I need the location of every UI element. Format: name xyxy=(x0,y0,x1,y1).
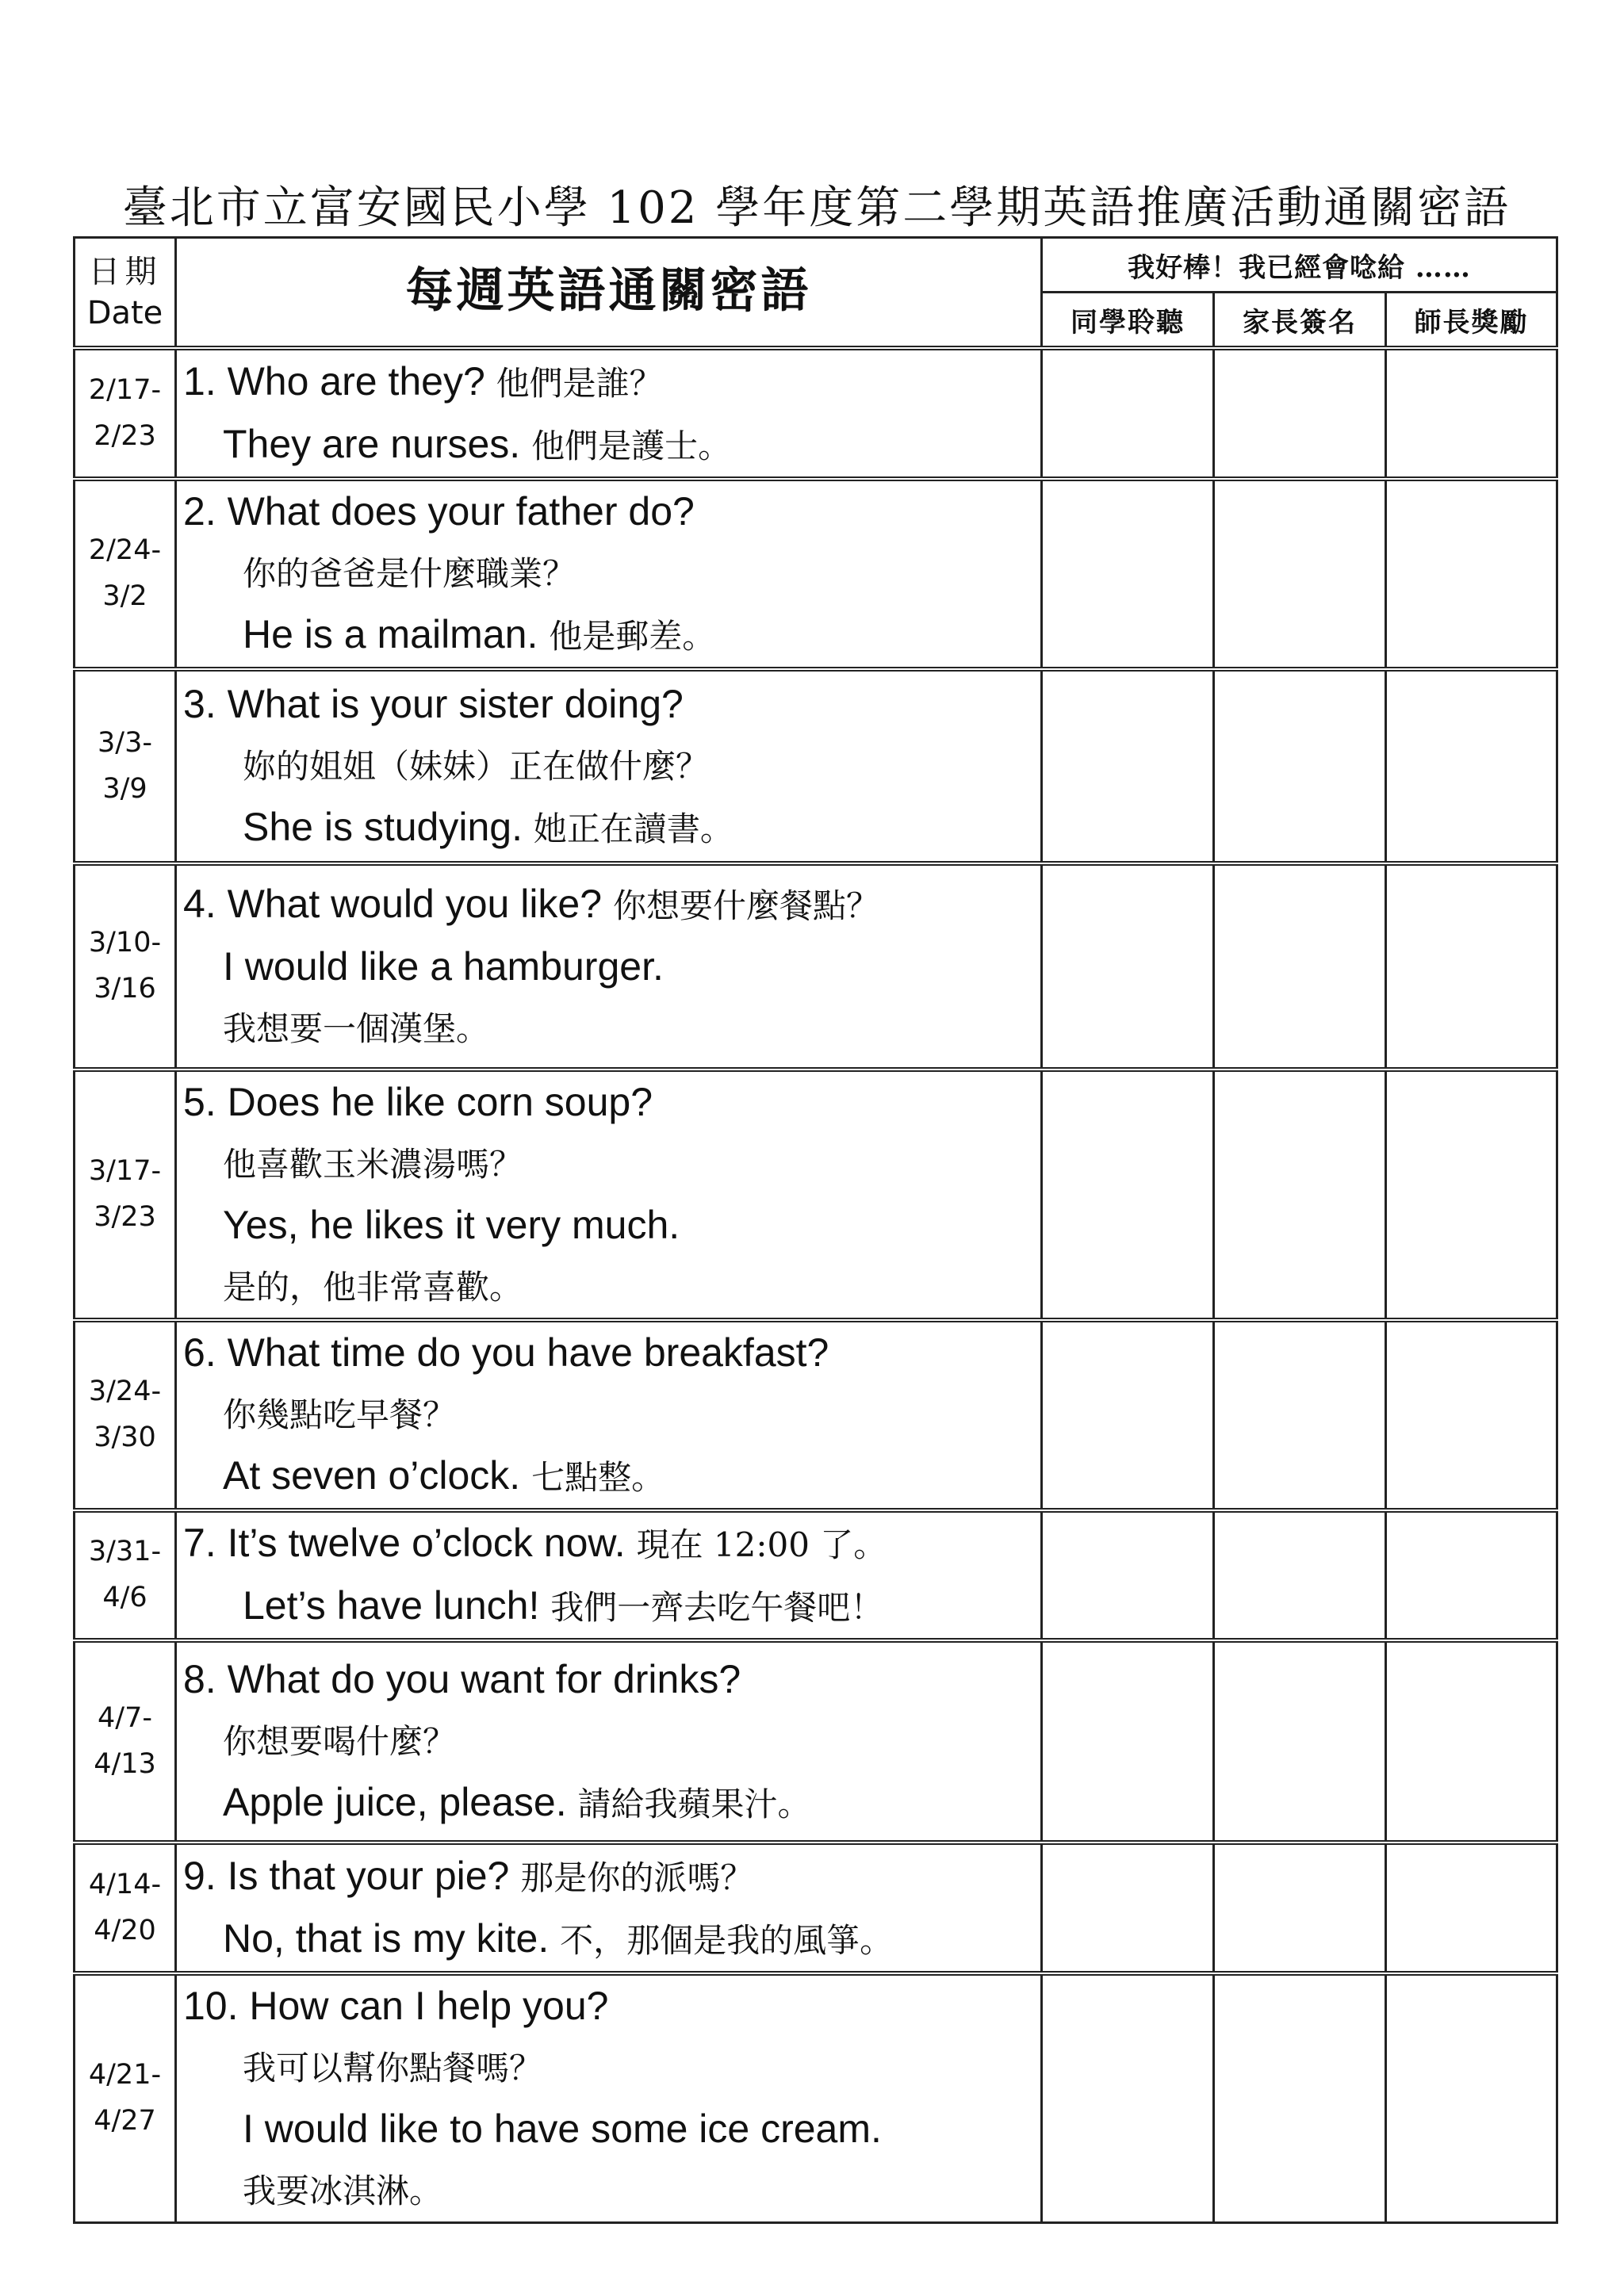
english-text: No, that is my kite. xyxy=(223,1915,561,1961)
phrase-line xyxy=(183,1513,1040,1575)
phrase-line xyxy=(183,1132,1040,1195)
phrase-cell xyxy=(176,1973,1042,2223)
date-text: 3/3- xyxy=(98,726,152,759)
parent-sign-cell[interactable] xyxy=(1214,1973,1386,2223)
date-cell xyxy=(75,1843,176,1973)
parent-sign-cell[interactable] xyxy=(1214,1510,1386,1640)
phrase-line xyxy=(183,2159,1040,2221)
phrase-cell xyxy=(176,1843,1042,1973)
english-text: I would like to have some ice cream. xyxy=(243,2107,882,2151)
chinese-text: 他們是誰？ xyxy=(496,363,663,403)
phrase-line xyxy=(183,481,1040,541)
date-cell xyxy=(75,669,176,863)
phrase-line xyxy=(183,1072,1040,1132)
classmate-listen-cell[interactable] xyxy=(1042,1320,1214,1510)
table-row xyxy=(75,1070,1557,1320)
date-cell xyxy=(75,1510,176,1640)
phrase-line xyxy=(183,1709,1040,1772)
parent-sign-cell[interactable] xyxy=(1214,479,1386,669)
phrase-cell xyxy=(176,479,1042,669)
phrase-line xyxy=(183,797,1040,859)
classmate-listen-cell[interactable] xyxy=(1042,1510,1214,1640)
phrase-line xyxy=(183,1445,1040,1508)
date-text: 2/24- xyxy=(88,534,162,567)
date-cell xyxy=(75,348,176,479)
teacher-reward-cell[interactable] xyxy=(1386,479,1557,669)
phrase-line xyxy=(183,2036,1040,2099)
phrase-line xyxy=(183,674,1040,734)
classmate-listen-cell[interactable] xyxy=(1042,1640,1214,1843)
classmate-listen-cell[interactable] xyxy=(1042,669,1214,863)
english-text: Yes, he likes it very much. xyxy=(223,1203,680,1247)
phrase-cell xyxy=(176,1640,1042,1843)
phrase-line xyxy=(183,604,1040,667)
chinese-text: 不，那個是我的風箏。 xyxy=(560,1920,894,1960)
date-text: 2/17- xyxy=(88,373,162,406)
chinese-text: 你想要喝什麼？ xyxy=(223,1721,457,1761)
teacher-reward-cell[interactable] xyxy=(1386,863,1557,1070)
date-text: 3/30 xyxy=(94,1422,156,1453)
phrase-line xyxy=(183,1195,1040,1255)
chinese-text: 他喜歡玉米濃湯嗎？ xyxy=(223,1145,523,1184)
date-text: 4/13 xyxy=(94,1747,156,1780)
teacher-reward-cell[interactable] xyxy=(1386,1640,1557,1843)
teacher-reward-cell[interactable] xyxy=(1386,669,1557,863)
parent-sign-cell[interactable] xyxy=(1214,1320,1386,1510)
phrase-cell xyxy=(176,669,1042,863)
english-text: 9. Is that your pie? xyxy=(183,1853,521,1898)
english-text: She is studying. xyxy=(243,804,534,849)
chinese-text: 是的，他非常喜歡。 xyxy=(223,1268,523,1307)
phrase-cell xyxy=(176,1510,1042,1640)
phrase-line xyxy=(183,1575,1040,1638)
chinese-text: 我要冰淇淋。 xyxy=(243,2172,443,2210)
chinese-text: 你想要什麼餐點？ xyxy=(612,886,879,925)
date-text: 3/24- xyxy=(88,1376,162,1408)
table-row xyxy=(75,863,1557,1070)
date-text: 4/27 xyxy=(94,2105,156,2137)
date-text: 4/21- xyxy=(88,2059,162,2091)
table-row xyxy=(75,1640,1557,1843)
header-row xyxy=(75,238,1557,293)
phrase-line xyxy=(183,874,1040,936)
date-cell xyxy=(75,1973,176,2223)
date-text: 3/16 xyxy=(94,973,156,1004)
english-text: He is a mailman. xyxy=(243,612,550,656)
date-cell xyxy=(75,479,176,669)
parent-sign-cell[interactable] xyxy=(1214,863,1386,1070)
chinese-text: 我可以幫你點餐嗎？ xyxy=(243,2049,543,2087)
english-text: 8. What do you want for drinks? xyxy=(183,1656,741,1701)
date-text: 4/7- xyxy=(98,1701,152,1734)
phrase-line xyxy=(183,936,1040,997)
table-row xyxy=(75,348,1557,479)
chinese-text: 七點整。 xyxy=(531,1458,665,1497)
page-title: 臺北市立富安國民小學 102 學年度第二學期英語推廣活動通關密語 xyxy=(122,182,1511,234)
chinese-text: 你的爸爸是什麼職業？ xyxy=(243,554,576,593)
phrase-line xyxy=(183,1846,1040,1908)
parent-sign-cell[interactable] xyxy=(1214,669,1386,863)
english-text: 2. What does your father do? xyxy=(183,489,695,534)
phrase-cell xyxy=(176,1320,1042,1510)
table-row xyxy=(75,1510,1557,1640)
phrase-line xyxy=(183,997,1040,1059)
classmate-listen-cell[interactable] xyxy=(1042,1973,1214,2223)
table-row xyxy=(75,1843,1557,1973)
teacher-reward-cell[interactable] xyxy=(1386,1320,1557,1510)
date-text: 2/23 xyxy=(94,419,156,452)
date-text: 3/2 xyxy=(102,580,147,612)
password-table xyxy=(73,236,1558,2224)
phrase-line xyxy=(183,734,1040,797)
chinese-text: 我們一齊去吃午餐吧！ xyxy=(550,1588,884,1627)
phrase-line xyxy=(183,1649,1040,1709)
phrase-line xyxy=(183,351,1040,414)
group-header: 我好棒！我已經會唸給 …… xyxy=(1042,238,1557,293)
date-cell xyxy=(75,1640,176,1843)
english-text: 3. What is your sister doing? xyxy=(183,681,684,726)
english-text: They are nurses. xyxy=(223,421,532,466)
date-cell xyxy=(75,1070,176,1320)
chinese-text: 我想要一個漢堡。 xyxy=(223,1009,490,1048)
col-header-teacher: 師長獎勵 xyxy=(1386,293,1557,349)
chinese-text: 妳的姐姐（妹妹）正在做什麼？ xyxy=(243,746,710,786)
chinese-text: 你幾點吃早餐？ xyxy=(223,1395,457,1434)
classmate-listen-cell[interactable] xyxy=(1042,479,1214,669)
date-header-en: Date xyxy=(86,294,163,331)
chinese-text: 他是郵差。 xyxy=(549,617,716,656)
parent-sign-cell[interactable] xyxy=(1214,1843,1386,1973)
col-header-classmate: 同學聆聽 xyxy=(1042,293,1214,349)
date-text: 3/23 xyxy=(94,1201,156,1233)
date-text: 3/10- xyxy=(88,927,162,959)
classmate-listen-cell[interactable] xyxy=(1042,1070,1214,1320)
phrase-line xyxy=(183,2099,1040,2159)
table-row xyxy=(75,669,1557,863)
english-text: At seven o’clock. xyxy=(223,1453,532,1498)
english-text: 4. What would you like? xyxy=(183,882,613,926)
phrase-line xyxy=(183,414,1040,476)
chinese-text: 那是你的派嗎？ xyxy=(520,1858,754,1897)
english-text: I would like a hamburger. xyxy=(223,944,664,989)
teacher-reward-cell[interactable] xyxy=(1386,1510,1557,1640)
english-text: Let’s have lunch! xyxy=(243,1583,551,1628)
phrase-line xyxy=(183,1255,1040,1318)
chinese-text: 他們是護士。 xyxy=(531,426,732,465)
phrase-cell xyxy=(176,863,1042,1070)
date-cell xyxy=(75,1320,176,1510)
date-text: 3/17- xyxy=(88,1155,162,1188)
english-text: 1. Who are they? xyxy=(183,358,496,404)
main-header: 每週英語通關密語 xyxy=(176,238,1042,349)
parent-sign-cell[interactable] xyxy=(1214,348,1386,479)
teacher-reward-cell[interactable] xyxy=(1386,1070,1557,1320)
table-row xyxy=(75,479,1557,669)
english-text: 5. Does he like corn soup? xyxy=(183,1080,653,1124)
date-cell xyxy=(75,863,176,1070)
parent-sign-cell[interactable] xyxy=(1214,1070,1386,1320)
date-header-zh: 日期 xyxy=(88,253,162,290)
phrase-line xyxy=(183,1322,1040,1383)
parent-sign-cell[interactable] xyxy=(1214,1640,1386,1843)
date-text: 3/9 xyxy=(102,772,147,805)
teacher-reward-cell[interactable] xyxy=(1386,1973,1557,2223)
chinese-text: 她正在讀書。 xyxy=(533,809,733,848)
col-header-parent: 家長簽名 xyxy=(1214,293,1386,349)
date-header xyxy=(75,238,176,349)
date-text: 3/31- xyxy=(88,1536,162,1568)
english-text: 10. How can I help you? xyxy=(183,1984,609,2028)
date-text: 4/6 xyxy=(102,1582,147,1613)
phrase-cell xyxy=(176,348,1042,479)
table-row xyxy=(75,1973,1557,2223)
english-text: Apple juice, please. xyxy=(223,1779,578,1824)
classmate-listen-cell[interactable] xyxy=(1042,1843,1214,1973)
english-text: 7. It’s twelve o’clock now. xyxy=(183,1521,637,1565)
teacher-reward-cell[interactable] xyxy=(1386,1843,1557,1973)
phrase-cell xyxy=(176,1070,1042,1320)
phrase-line xyxy=(183,1772,1040,1835)
phrase-line xyxy=(183,1908,1040,1971)
phrase-line xyxy=(183,541,1040,604)
classmate-listen-cell[interactable] xyxy=(1042,348,1214,479)
date-text: 4/20 xyxy=(94,1914,156,1946)
english-text: 6. What time do you have breakfast? xyxy=(183,1330,829,1375)
teacher-reward-cell[interactable] xyxy=(1386,348,1557,479)
classmate-listen-cell[interactable] xyxy=(1042,863,1214,1070)
phrase-line xyxy=(183,1976,1040,2036)
chinese-text: 現在 12:00 了。 xyxy=(636,1525,887,1564)
phrase-line xyxy=(183,1383,1040,1445)
chinese-text: 請給我蘋果汁。 xyxy=(577,1784,811,1823)
date-text: 4/14- xyxy=(88,1868,162,1900)
table-row xyxy=(75,1320,1557,1510)
